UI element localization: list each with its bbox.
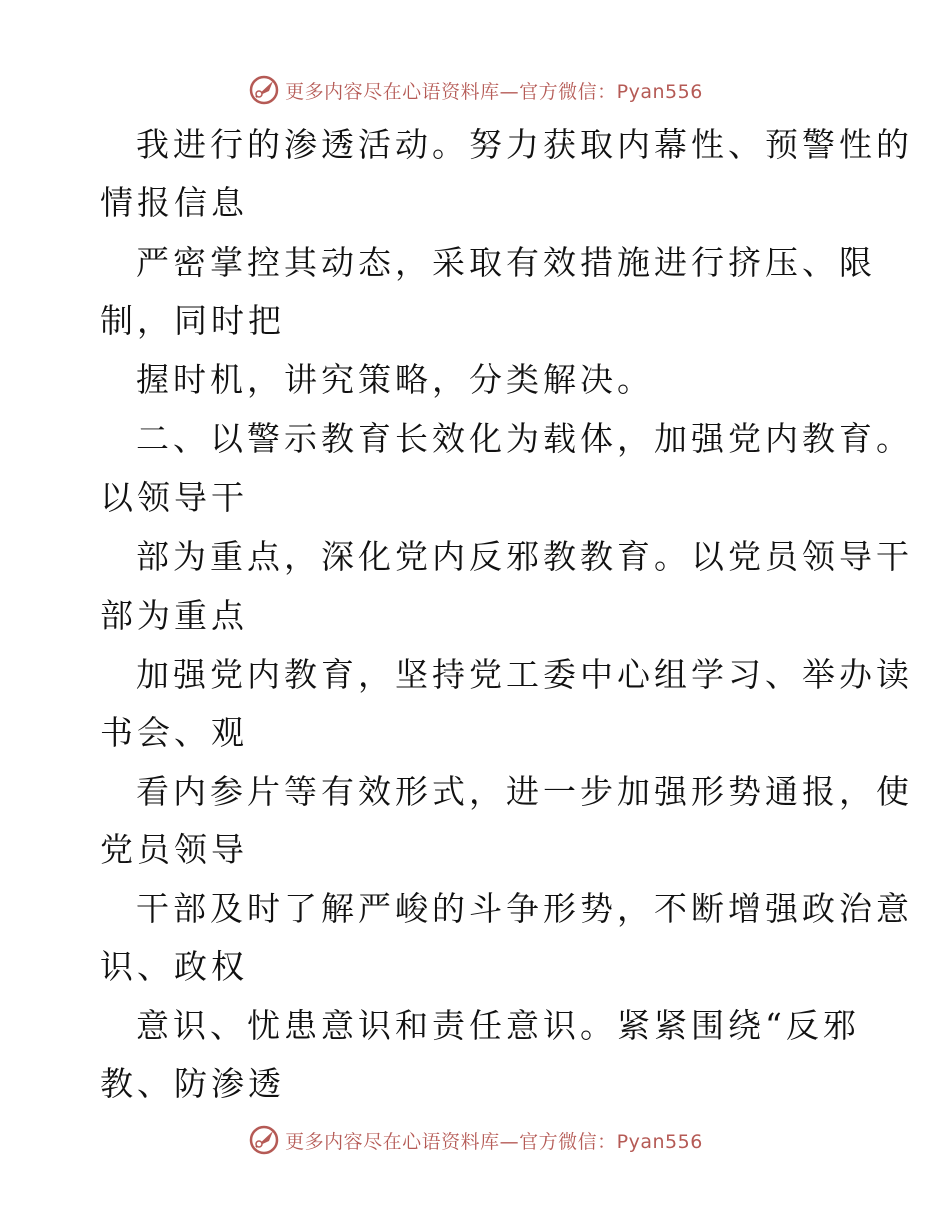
body-line: 部为重点 [100, 596, 248, 635]
body-line: 加强党内教育，坚持党工委中心组学习、举办读 [136, 655, 913, 694]
quill-seal-icon [247, 73, 281, 107]
body-line: 看内参片等有效形式，进一步加强形势通报，使 [136, 772, 913, 811]
body-line: 教、防渗透 [100, 1064, 285, 1103]
footer-banner-text: 更多内容尽在心语资料库—官方微信：Pyan556 [285, 1130, 703, 1153]
body-line: 握时机，讲究策略，分类解决。 [136, 360, 654, 399]
body-line: 书会、观 [100, 713, 248, 752]
header-banner-text: 更多内容尽在心语资料库—官方微信：Pyan556 [285, 80, 703, 103]
body-line: 部为重点，深化党内反邪教教育。以党员领导干 [136, 537, 913, 576]
body-line: 我进行的渗透活动。努力获取内幕性、预警性的 [136, 125, 913, 164]
body-line: 制，同时把 [100, 301, 285, 340]
footer-banner [0, 1120, 950, 1160]
body-line: 干部及时了解严峻的斗争形势，不断增强政治意 [136, 889, 913, 928]
quill-seal-icon [247, 1123, 281, 1157]
body-line: 党员领导 [100, 830, 248, 869]
body-line: 识、政权 [100, 947, 248, 986]
body-line: 意识、忧患意识和责任意识。紧紧围绕“反邪 [136, 1006, 860, 1045]
body-line: 情报信息 [100, 183, 248, 222]
body-line: 以领导干 [100, 478, 248, 517]
body-line: 二、以警示教育长效化为载体，加强党内教育。 [136, 419, 913, 458]
body-line: 严密掌控其动态，采取有效措施进行挤压、限 [136, 243, 876, 282]
header-banner [0, 70, 950, 110]
